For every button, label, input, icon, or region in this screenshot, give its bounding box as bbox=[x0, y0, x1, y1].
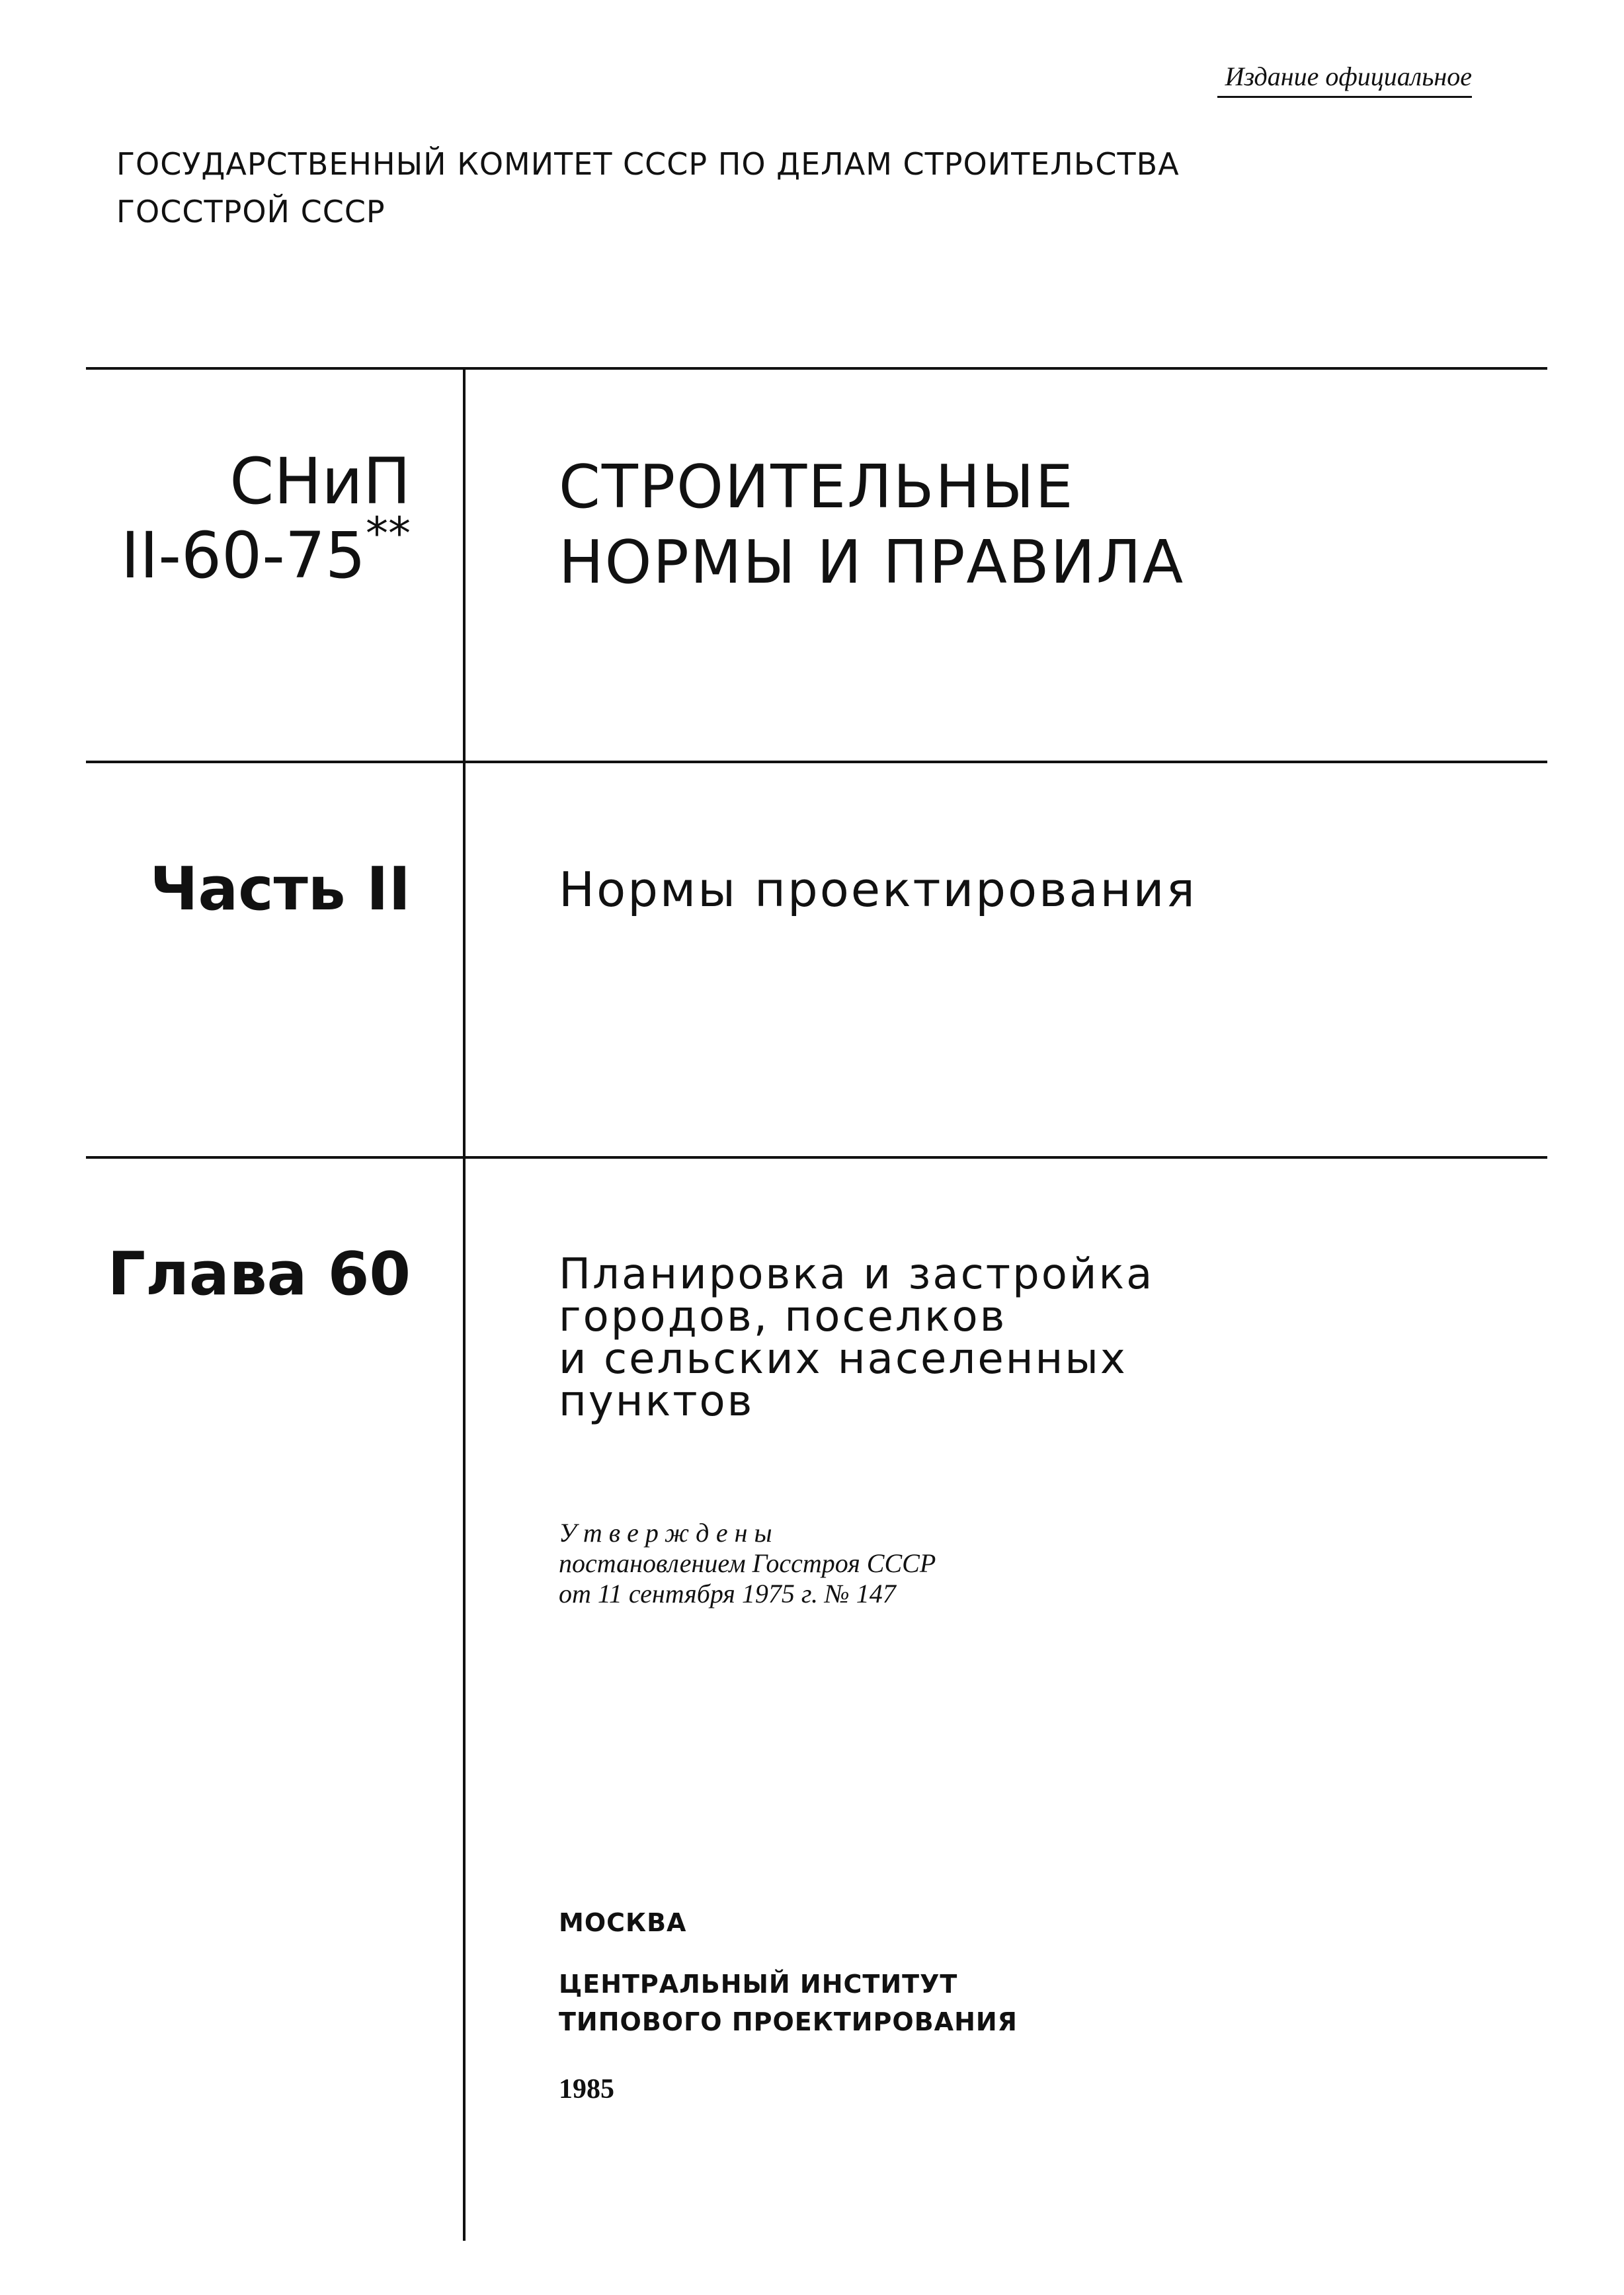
column-divider-line bbox=[463, 367, 466, 2241]
code-number: II-60-75 bbox=[120, 519, 366, 593]
institute-line-1: ЦЕНТРАЛЬНЫЙ ИНСТИТУТ bbox=[559, 1970, 958, 1999]
chapter-title-line-4: пунктов bbox=[559, 1377, 754, 1426]
chapter-title bbox=[559, 1250, 1155, 1426]
institute-line-2: ТИПОВОГО ПРОЕКТИРОВАНИЯ bbox=[559, 2007, 1018, 2036]
approval-note bbox=[559, 1518, 936, 1609]
divider-line-lower bbox=[86, 1156, 1547, 1159]
divider-line-middle bbox=[86, 761, 1547, 763]
edition-label: Издание официальное bbox=[1217, 61, 1472, 98]
approval-line-1: Утверждены bbox=[559, 1518, 779, 1548]
code-line-1: СНиП bbox=[229, 444, 411, 519]
part-label: Часть II bbox=[149, 855, 411, 924]
chapter-title-line-1: Планировка и застройка bbox=[559, 1250, 1155, 1299]
committee-line-1: ГОСУДАРСТВЕННЫЙ КОМИТЕТ СССР ПО ДЕЛАМ СТРОИТЕЛЬСТВА bbox=[116, 146, 1180, 182]
approval-line-2: постановлением Госстроя СССР bbox=[559, 1548, 936, 1578]
publisher-city: МОСКВА bbox=[559, 1908, 687, 1937]
publication-year: 1985 bbox=[559, 2074, 614, 2105]
main-title bbox=[559, 450, 1184, 601]
code-stars: ** bbox=[366, 508, 411, 560]
part-title: Нормы проектирования bbox=[559, 862, 1197, 917]
approval-line-3: от 11 сентября 1975 г. № 147 bbox=[559, 1579, 896, 1608]
chapter-title-line-3: и сельских населенных bbox=[559, 1335, 1127, 1384]
code-line-2 bbox=[120, 508, 411, 593]
committee-line-2: ГОССТРОЙ СССР bbox=[116, 194, 386, 230]
publisher-institute bbox=[559, 1966, 1018, 2041]
chapter-label: Глава 60 bbox=[107, 1239, 411, 1309]
divider-line-top bbox=[86, 367, 1547, 370]
document-code bbox=[121, 444, 411, 593]
chapter-title-line-2: городов, поселков bbox=[559, 1292, 1007, 1341]
committee-header bbox=[116, 140, 1180, 235]
main-title-line-1: СТРОИТЕЛЬНЫЕ bbox=[559, 452, 1075, 522]
main-title-line-2: НОРМЫ И ПРАВИЛА bbox=[559, 528, 1185, 597]
